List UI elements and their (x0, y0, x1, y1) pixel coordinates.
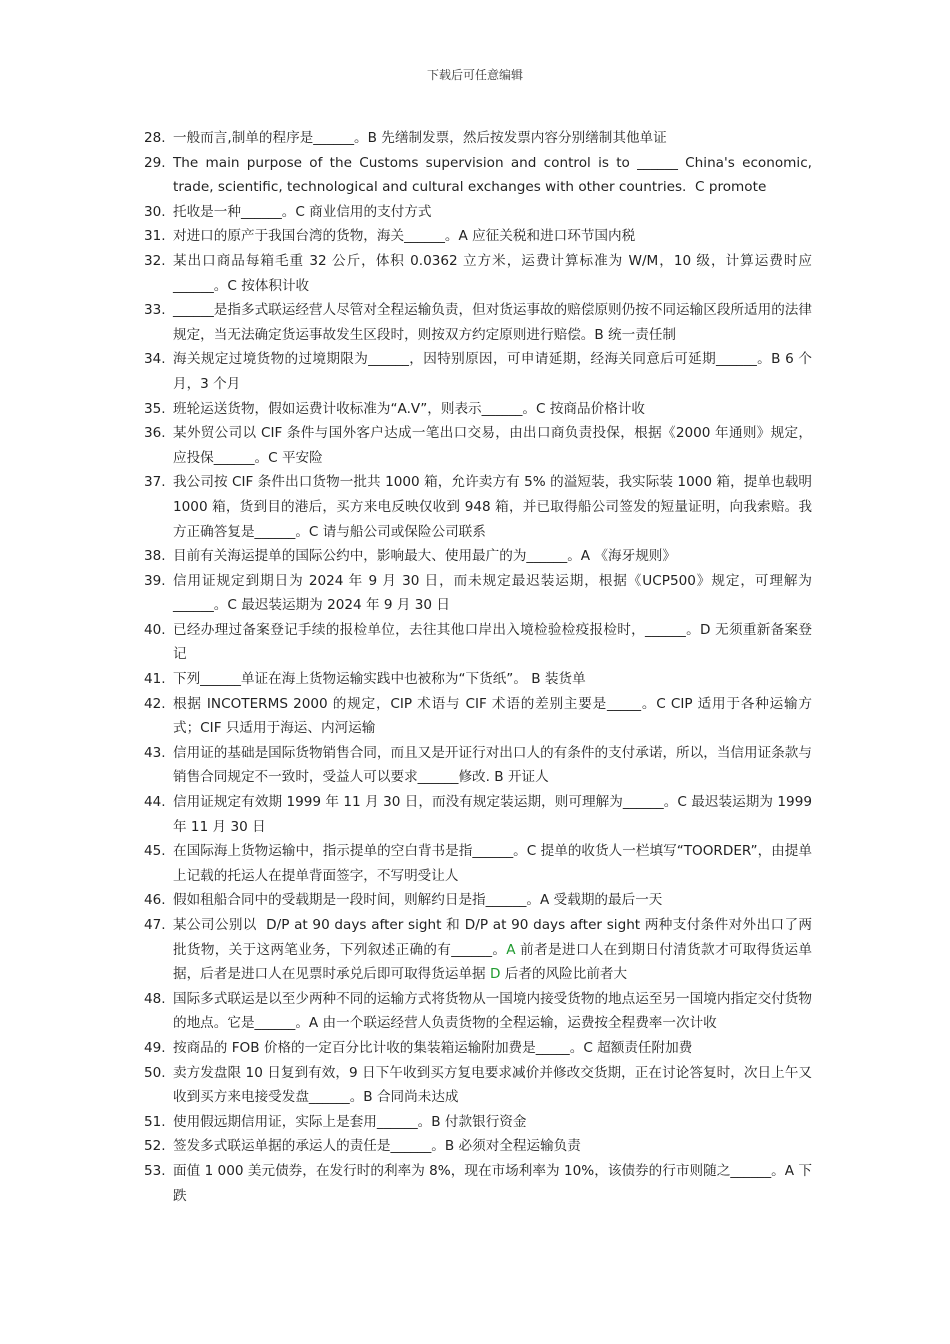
question-item (144, 839, 812, 888)
question-item (144, 1036, 812, 1061)
question-item (144, 667, 812, 692)
question-text: 信用证规定到期日为 2024 年 9 月 30 日，而未规定最迟装运期，根据《UCP500》规定，可理解为______。C 最迟装运期为 2024 年 9 月 30 日 (173, 572, 812, 614)
question-text: 一般而言,制单的程序是______。B 先缮制发票，然后按发票内容分别缮制其他单证 (173, 130, 667, 146)
question-text: 签发多式联运单据的承运人的责任是______。B 必须对全程运输负责 (173, 1138, 581, 1155)
question-text: 已经办理过备案登记手续的报检单位，去往其他口岸出入境检验检疫报检时，______。D 无须重新备案登记 (173, 621, 812, 663)
question-item (144, 618, 812, 667)
question-number: 51. (144, 1113, 166, 1130)
question-text: 使用假远期信用证，实际上是套用______。B 付款银行资金 (173, 1113, 527, 1130)
question-text: 下列______单证在海上货物运输实践中也被称为“下货纸”。 B 装货单 (173, 671, 586, 688)
question-text: 我公司按 CIF 条件出口货物一批共 1000 箱，允许卖方有 5% 的溢短装，我实际装 1000 箱，提单也载明 1000 箱，货到目的港后，买方来电反映仅收到 948 箱，并已取得船公司签发的短量证明，向我索赔。我方正确答复是______。C 请与船公司或保险公司联系 (173, 474, 817, 540)
question-item (144, 1159, 812, 1208)
question-number: 44. (144, 794, 166, 811)
question-item (144, 913, 812, 987)
question-item (144, 1061, 812, 1110)
question-item (144, 692, 812, 741)
question-number: 29. (144, 154, 166, 171)
question-text: 假如租船合同中的受载期是一段时间，则解约日是指______。A 受载期的最后一天 (173, 892, 663, 909)
question-item (144, 741, 812, 790)
question-number: 43. (144, 744, 166, 761)
question-number: 46. (144, 892, 166, 909)
question-item (144, 421, 812, 470)
question-text: 某出口商品每箱毛重 32 公斤，体积 0.0362 立方米，运费计算标准为 W/M，10 级，计算运费时应______。C 按体积计收 (173, 252, 812, 294)
question-text-part: 后者的风险比前者大 (500, 966, 628, 983)
question-number: 31. (144, 228, 166, 245)
question-item (144, 470, 817, 544)
question-number: 45. (144, 843, 166, 860)
question-text: 托收是一种______。C 商业信用的支付方式 (173, 203, 432, 220)
question-number: 36. (144, 425, 166, 442)
question-number: 49. (144, 1039, 166, 1056)
question-item (144, 126, 812, 151)
question-number: 32. (144, 252, 166, 269)
question-number: 50. (144, 1064, 166, 1081)
answer-letter-d: D (489, 966, 501, 983)
question-text: 班轮运送货物，假如运费计收标准为“A.V”，则表示______。C 按商品价格计收 (173, 400, 645, 417)
question-number: 47. (144, 917, 166, 933)
question-item (144, 298, 812, 347)
question-item (144, 151, 817, 200)
question-text-part: 前者是进口人在到期日付清货款才可取得货运单据，后者是进口人在见票时承兑后即可取得货运单据 (173, 941, 812, 983)
question-number: 53. (144, 1162, 166, 1179)
question-number: 41. (144, 671, 166, 688)
question-number: 35. (144, 400, 166, 417)
question-item (144, 1134, 812, 1159)
question-list (144, 126, 817, 1208)
question-text: 按商品的 FOB 价格的一定百分比计收的集装箱运输附加费是_____。C 超额责任附加费 (173, 1039, 693, 1056)
question-text: 海关规定过境货物的过境期限为______，因特别原因，可申请延期，经海关同意后可延期______。B 6 个月，3 个月 (173, 351, 812, 392)
question-number: 39. (144, 572, 166, 589)
question-text: 根据 INCOTERMS 2000 的规定，CIP 术语与 CIF 术语的差别主要是_____。C CIP 适用于各种运输方式；CIF 只适用于海运、内河运输 (173, 695, 812, 737)
question-item (144, 987, 812, 1036)
question-item (144, 397, 812, 422)
question-text: The main purpose of the Customs supervision and control is to ______ China's economic, trade, scientific, technological and cultural exchanges with other countries. C promote (173, 154, 817, 196)
question-text: ______是指多式联运经营人尽管对全程运输负责，但对货运事故的赔偿原则仍按不同运输区段所适用的法律规定，当无法确定货运事故发生区段时，则按双方约定原则进行赔偿。B 统一责任制 (173, 302, 812, 343)
question-item (144, 347, 812, 396)
question-text: 国际多式联运是以至少两种不同的运输方式将货物从一国境内接受货物的地点运至另一国境内指定交付货物的地点。它是______。A 由一个联运经营人负责货物的全程运输，运费按全程费率一次计收 (173, 990, 812, 1032)
question-number: 30. (144, 203, 166, 220)
question-text (173, 913, 812, 987)
question-text: 信用证的基础是国际货物销售合同，而且又是开证行对出口人的有条件的支付承诺，所以，当信用证条款与销售合同规定不一致时，受益人可以要求______修改. B 开证人 (173, 744, 812, 786)
question-item (144, 569, 812, 618)
question-number: 40. (144, 621, 166, 638)
page-header: 下载后可任意编辑 (426, 68, 523, 82)
question-text-part: 某公司公别以 D/P at 90 days after sight 和 D/P at 90 days after sight 两种支付条件对外出口了两批货物，关于这两笔业务，下列叙述正确的有______。 (173, 917, 812, 958)
question-text: 卖方发盘限 10 日复到有效，9 日下午收到买方复电要求减价并修改交货期，正在讨论答复时，次日上午又收到买方来电接受发盘______。B 合同尚未达成 (173, 1064, 812, 1106)
question-number: 42. (144, 695, 166, 712)
question-text: 信用证规定有效期 1999 年 11 月 30 日，而没有规定装运期，则可理解为______。C 最迟装运期为 1999 年 11 月 30 日 (173, 794, 817, 835)
question-number: 37. (144, 474, 166, 491)
question-number: 28. (144, 130, 166, 146)
question-number: 33. (144, 302, 166, 319)
question-text: 在国际海上货物运输中，指示提单的空白背书是指______。C 提单的收货人一栏填写“TOORDER”，由提单上记载的托运人在提单背面签字，不写明受让人 (173, 843, 812, 884)
question-item (144, 888, 812, 913)
question-number: 48. (144, 990, 166, 1007)
question-item (144, 1110, 812, 1135)
question-item (144, 249, 812, 298)
question-number: 38. (144, 548, 166, 565)
question-text: 对进口的原产于我国台湾的货物，海关______。A 应征关税和进口环节国内税 (173, 228, 636, 245)
question-item (144, 790, 817, 839)
question-text: 面值 1 000 美元债券，在发行时的利率为 8%，现在市场利率为 10%，该债券的行市则随之______。A 下跌 (173, 1162, 812, 1204)
question-text: 目前有关海运提单的国际公约中，影响最大、使用最广的为______。A 《海牙规则》 (173, 548, 676, 565)
question-item (144, 224, 812, 249)
question-number: 34. (144, 351, 166, 368)
question-number: 52. (144, 1138, 166, 1155)
question-item (144, 200, 812, 225)
question-item (144, 544, 812, 569)
answer-letter-a: A (506, 941, 516, 958)
question-text: 某外贸公司以 CIF 条件与国外客户达成一笔出口交易，由出口商负责投保，根据《2000 年通则》规定，应投保______。C 平安险 (173, 425, 812, 466)
